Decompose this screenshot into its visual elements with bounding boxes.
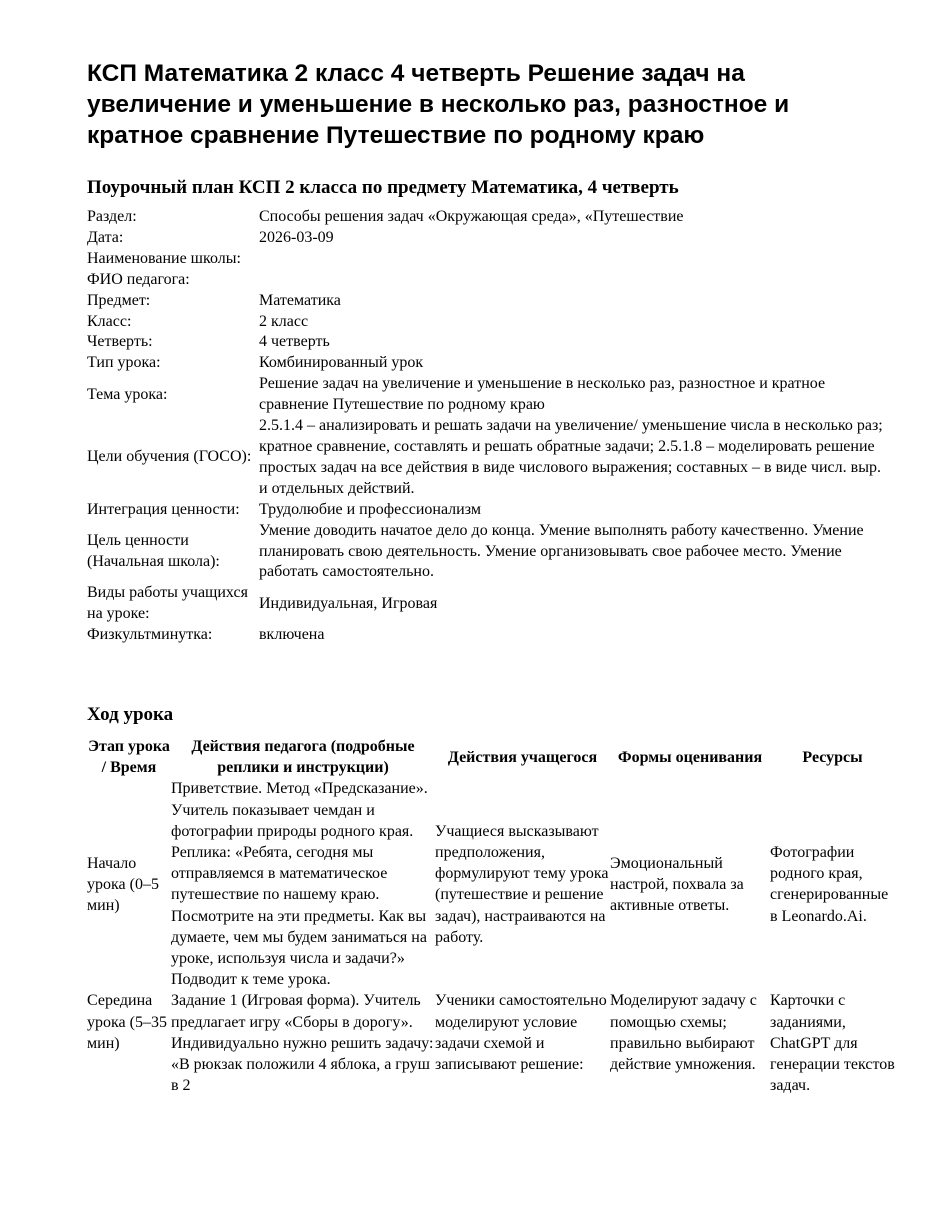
info-value xyxy=(259,270,892,291)
info-row xyxy=(87,332,892,353)
lesson-header-row xyxy=(87,736,895,778)
header-stage: Этап урока / Время xyxy=(88,738,170,777)
cell-assessment: Эмоциональный настрой, похвала за активные ответы. xyxy=(610,854,744,915)
info-row xyxy=(87,625,892,646)
info-row xyxy=(87,249,892,270)
info-value: Трудолюбие и профессионализм xyxy=(259,500,481,518)
info-value: Математика xyxy=(259,291,341,309)
info-row xyxy=(87,374,892,416)
lesson-row xyxy=(87,778,895,990)
info-value: 2 класс xyxy=(259,312,309,330)
lesson-row xyxy=(87,990,895,1096)
info-value: Индивидуальная, Игровая xyxy=(259,594,438,612)
info-value: Способы решения задач «Окружающая среда», «Путешествие xyxy=(259,208,684,225)
info-row xyxy=(87,521,892,584)
info-label: ФИО педагога: xyxy=(87,270,190,288)
info-label: Тема урока: xyxy=(87,385,168,403)
cell-stage: Середина урока (5–35 мин) xyxy=(87,992,167,1052)
info-row xyxy=(87,353,892,374)
info-value: 2.5.1.4 – анализировать и решать задачи на увеличение/ уменьшение числа в несколько раз; кратное сравнение, составлять и решать обратные задачи; 2.5.1.8 – моделировать решение простых задач на все действия в виде числового выражения; составных – в виде числ. выр. и отдельных действий. xyxy=(259,417,883,497)
info-label: Физкультминутка: xyxy=(87,626,213,644)
header-teacher-actions: Действия педагога (подробные реплики и инструкции) xyxy=(191,738,415,777)
plan-subtitle: Поурочный план КСП 2 класса по предмету Математика, 4 четверть xyxy=(87,177,679,198)
info-label: Наименование школы: xyxy=(87,249,241,267)
info-label: Интеграция ценности: xyxy=(87,500,240,518)
info-row xyxy=(87,228,892,249)
info-row xyxy=(87,270,892,291)
cell-stage: Начало урока (0–5 мин) xyxy=(87,854,159,915)
info-label: Виды работы учащихся на уроке: xyxy=(87,584,248,623)
info-value xyxy=(259,249,892,270)
header-assessment: Формы оценивания xyxy=(617,748,763,766)
lesson-flow-table xyxy=(87,736,895,1096)
info-value: Решение задач на увеличение и уменьшение в несколько раз, разностное и кратное сравнение Путешествие по родному краю xyxy=(259,375,826,414)
info-row xyxy=(87,207,892,228)
header-student-actions: Действия учащегося xyxy=(447,748,598,766)
info-label: Цели обучения (ГОСО): xyxy=(87,448,252,466)
info-label: Цель ценности (Начальная школа): xyxy=(87,532,220,570)
cell-student-actions: Ученики самостоятельно моделируют условие задачи схемой и записывают решение: xyxy=(435,992,607,1074)
info-value: 2026-03-09 xyxy=(259,228,334,246)
info-value: Комбинированный урок xyxy=(259,354,424,372)
info-value: 4 четверть xyxy=(259,333,330,351)
info-label: Дата: xyxy=(87,228,124,246)
lesson-info-table xyxy=(87,207,892,646)
info-row xyxy=(87,583,892,625)
info-row xyxy=(87,500,892,521)
document-title: КСП Математика 2 класс 4 четверть Решение задач на увеличение и уменьшение в несколько раз, разностное и кратное сравнение Путешествие по родному краю xyxy=(87,60,790,149)
header-resources: Ресурсы xyxy=(802,748,863,766)
cell-teacher-actions: Задание 1 (Игровая форма). Учитель предлагает игру «Сборы в дорогу». Индивидуально нужно решить задачу: «В рюкзак положили 4 яблока, а груш в 2 xyxy=(171,992,434,1095)
info-value: Умение доводить начатое дело до конца. Умение выполнять работу качественно. Умение планировать свою деятельность. Умение организовывать свое рабочее место. Умение работать самостоятельно. xyxy=(259,521,864,581)
info-label: Раздел: xyxy=(87,208,137,225)
document-page xyxy=(87,58,895,1095)
info-row xyxy=(87,291,892,312)
info-row xyxy=(87,312,892,333)
cell-resources: Карточки с заданиями, ChatGPT для генерации текстов задач. xyxy=(770,992,895,1095)
info-label: Класс: xyxy=(87,312,132,330)
info-label: Предмет: xyxy=(87,291,151,309)
info-label: Тип урока: xyxy=(87,354,161,372)
info-value: включена xyxy=(259,626,325,644)
lesson-flow-heading: Ход урока xyxy=(87,704,174,725)
cell-teacher-actions: Приветствие. Метод «Предсказание». Учитель показывает чемдан и фотографии природы родного края. Реплика: «Ребята, сегодня мы отправляемся в математическое путешествие по нашему краю. Посмотрите на эти предметы. Как вы думаете, чем мы будем заниматься на уроке, используя числа и задачи?» Подводит к теме урока. xyxy=(171,780,428,989)
info-label: Четверть: xyxy=(87,333,153,351)
cell-student-actions: Учащиеся высказывают предположения, формулируют тему урока (путешествие и решение задач), настраиваются на работу. xyxy=(435,822,609,946)
cell-resources: Фотографии родного края, сгенерированные в Leonardo.Ai. xyxy=(770,844,889,925)
info-row xyxy=(87,416,892,500)
cell-assessment: Моделируют задачу с помощью схемы; правильно выбирают действие умножения. xyxy=(610,992,757,1074)
